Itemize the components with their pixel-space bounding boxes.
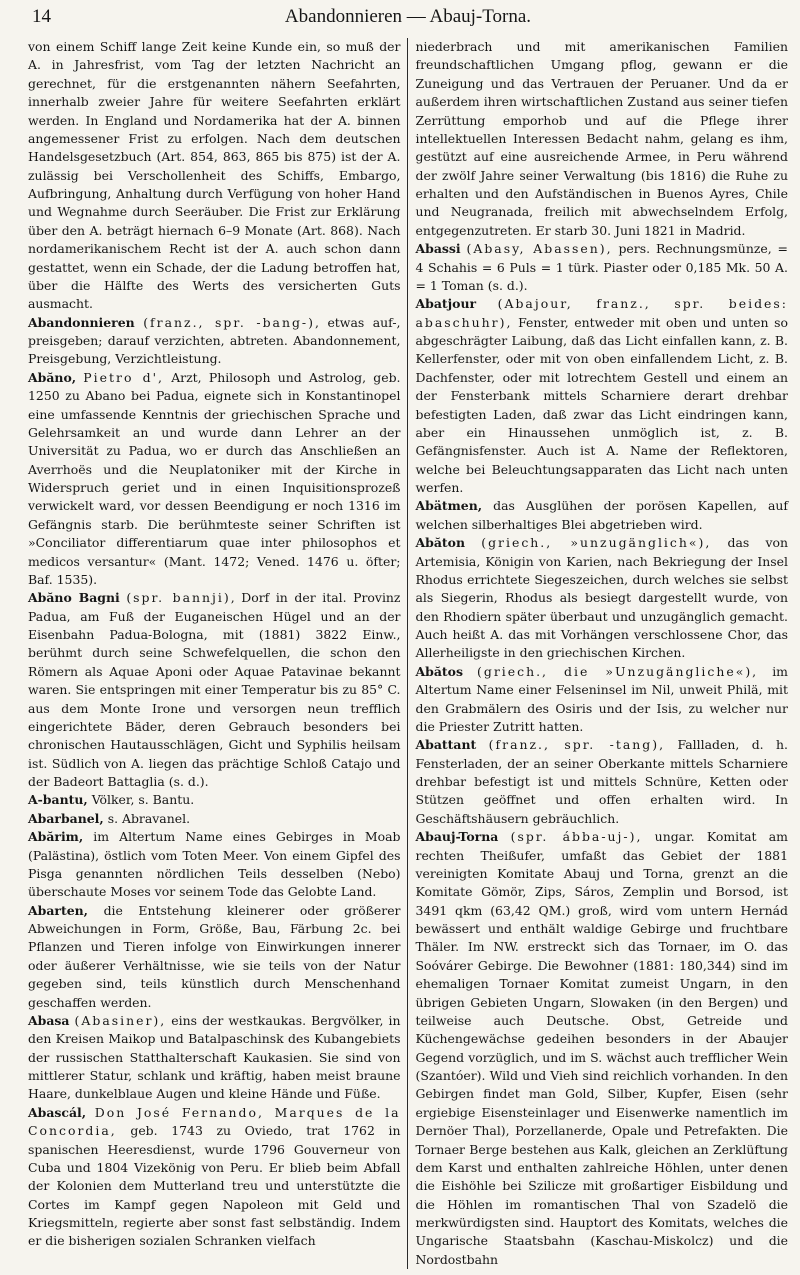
entry-definition: s. Abravanel. (103, 810, 191, 826)
entry-definition: das Ausglühen der porösen Kapellen, auf welchen silberhaltiges Blei abgetrieben wird. (415, 498, 788, 532)
dictionary-entry (416, 736, 789, 828)
entry-headword: Abăton (415, 535, 465, 551)
page-header (28, 0, 788, 34)
entry-pronunciation: (Abasy, Abassen), (466, 241, 613, 257)
entry-headword: Abascál, (28, 1104, 87, 1120)
dictionary-entry (28, 1012, 401, 1104)
dictionary-entry (416, 240, 789, 295)
entry-definition: eins der westkaukas. Bergvölker, in den Kreisen Maikop und Batalpaschinsk des Kubangebiets der russischen Statthalterschaft Kaukasien. Sie sind von mittlerer Statur, schlank und kräftig, haben meist braune Haare, dunkelblaue Augen und kleine Hände und Füße. (28, 1012, 401, 1102)
paragraph-text: von einem Schiff lange Zeit keine Kunde ein, so muß der A. in Jahresfrist, vom Tag der letzten Nachricht an gerechnet, für die erstgenannten nähern Seefahrten, innerhalb zweier Jahre für weitere Seefahrten erklärt werden. In England und Nordamerika hat der A. binnen angemessener Frist zu erfolgen. Nach dem deutschen Handelsgesetzbuch (Art. 854, 863, 865 bis 875) ist der A. zulässig bei Verschollenheit des Schiffs, Embargo, Aufbringung, Anhaltung durch Verfügung von hoher Hand und Wegnahme durch Seeräuber. Die Frist zur Erklärung über den A. beträgt hiernach 6–9 Monate (Art. 868). Nach nordamerikanischem Recht ist der A. auch schon dann gestattet, wenn ein Schade, der die Ladung betroffen hat, über die Hälfte des Werts des versicherten Guts ausmacht. (28, 39, 401, 312)
entry-pronunciation: (spr. ábba-uj-), (510, 829, 643, 845)
entry-definition: im Altertum Name eines Gebirges in Moab (Palästina), östlich vom Toten Meer. Von einem Gipfel des Pisga genannten nördlichen Teils desselben (Nebo) überschaute Moses vor seinem Tode das Gelobte Land. (28, 829, 401, 900)
entry-definition: geb. 1743 zu Oviedo, trat 1762 in spanischen Heeresdienst, wurde 1796 Gouverneur von Cuba und 1804 Vizekönig von Peru. Er blieb beim Abfall der Kolonien dem Mutterland treu und unterstützte die Cortes im Kampf gegen Napoleon mit Geld und Kriegsmitteln, regierte aber sonst fast selbständig. Indem er die bisherigen sozialen Schranken vielfach (28, 1123, 401, 1249)
entry-headword: Abauj-Torna (415, 829, 499, 845)
entry-definition: , Dorf in der ital. Provinz Padua, am Fuß der Euganeischen Hügel und an der Eisenbahn Padua-Bologna, mit (1881) 3822 Einw., berühmt durch seine Schwefelquellen, die schon den Römern als Aquae Aponi oder Aquae Patavinae bekannt waren. Sie entspringen mit einer Temperatur bis zu 85° C. aus dem Monte Irone und versorgen neun trefflich eingerichtete Bäder, deren Gebrauch besonders bei chronischen Hautausschlägen, Gicht und Syphilis heilsam ist. Südlich von A. liegen das prächtige Schloß Catajo und der Badeort Battaglia (s. d.). (28, 590, 401, 789)
entry-pronunciation: (griech., die »Unzugängliche«), (477, 663, 759, 679)
paragraph-text: niederbrach und mit amerikanischen Familien freundschaftlichen Umgang pflog, gewann er die Zuneigung und das Vertrauen der Peruaner. Und da er außerdem ihren wirtschaftlichen Zustand aus seiner tiefen Zerrüttung emporhob und auf die Pflege ihrer intellektuellen Interessen Bedacht nahm, gelang es ihm, gestützt auf eine ausreichende Armee, in Peru während der zwölf Jahre seiner Verwaltung (bis 1816) die Ruhe zu erhalten und den Aufständischen in Buenos Ayres, Chile und Neugranada, freilich mit abwechselndem Erfolg, entgegenzutreten. Er starb 30. Juni 1821 in Madrid. (415, 39, 788, 238)
entry-pronunciation: Don José Fernando, Marques de la Concordia, (28, 1104, 401, 1139)
entry-pronunciation: (Abajour, franz., spr. beides: abaschuhr), (415, 296, 788, 330)
entry-pronunciation: (griech., »unzugänglich«), (481, 535, 712, 551)
text-columns (28, 38, 788, 1269)
entry-pronunciation: (franz., spr. -bang-) (143, 314, 315, 330)
entry-definition: die Entstehung kleinerer oder größerer Abweichungen in Form, Größe, Bau, Färbung 2c. bei Pflanzen und Tieren infolge von Einwirkungen innerer oder äußerer Verhältnisse, wie sie teils von der Natur gegeben sind, teils künstlich durch Menschenhand geschaffen werden. (28, 902, 401, 1010)
dictionary-entry (28, 791, 401, 809)
entry-definition: pers. Rechnungsmünze, = 4 Schahis = 6 Puls = 1 türk. Piaster oder 0,185 Mk. 50 A. = 1 Toman (s. d.). (415, 241, 788, 293)
entry-definition: Fallladen, d. h. Fensterladen, der an seiner Oberkante mittels Scharniere drehbar befestigt ist und mittels Schnüre, Ketten oder Stützen geöffnet und offen erhalten wird. In Geschäftshäusern gebräuchlich. (415, 737, 788, 826)
dictionary-entry (28, 589, 401, 791)
running-title: Abandonnieren — Abauj-Torna. (284, 6, 532, 27)
entry-headword: Abattant (415, 737, 477, 753)
dictionary-entry (28, 828, 401, 902)
entry-headword: Abasa (28, 1012, 70, 1028)
entry-pronunciation: (franz., spr. -tang), (488, 737, 666, 753)
entry-definition: ungar. Komitat am rechten Theißufer, umfaßt das Gebiet der 1881 vereinigten Komitate Abauj und Torna, grenzt an die Komitate Gömör, Zips, Sáros, Zemplin und Borsod, ist 3491 qkm (63,42 QM.) groß, wird vom untern Hernád bewässert und enthält waldige Gebirge und fruchtbare Thäler. Im NW. erstreckt sich das Tornaer, im O. das Soóvárer Gebirge. Die Bewohner (1881: 180,344) sind im ehemaligen Tornaer Komitat zumeist Ungarn, in den übrigen Gebieten Ungarn, Slowaken (in den Bergen) und teilweise auch Deutsche. Obst, Getreide und Küchengewächse gedeihen besonders in der Abaujer Gegend vorzüglich, und im S. wächst auch trefflicher Wein (Szantóer). Wild und Vieh sind reichlich vorhanden. In den Gebirgen findet man Gold, Silber, Kupfer, Eisen (sehr ergiebige Eisensteinlager und Eisenwerke namentlich im Dernöer Thal), Porzellanerde, Opale und Petrefakten. Die Tornaer Berge bestehen aus Kalk, gleichen an Zerklüftung dem Karst und enthalten zahlreiche Höhlen, unter denen die Eishöhle bei Szilicze mit großartiger Eisbildung und die Höhlen im romantischen Thal von Szadelö die merkwürdigsten sind. Hauptort des Komitats, welches die Ungarische Staatsbahn (Kaschau-Miskolcz) und die Nordostbahn (415, 829, 788, 1267)
entry-headword: Abandonnieren (28, 314, 135, 330)
right-column (408, 38, 789, 1269)
entry-definition: Arzt, Philosoph und Astrolog, geb. 1250 zu Abano bei Padua, eignete sich in Konstantinopel eine umfassende Kenntnis der griechischen Sprache und Gelehrsamkeit an und wurde dann Lehrer an der Universität zu Padua, wo er durch das Anschließen an Averrhoës und die Neuplatoniker mit der Kirche in Widerspruch geriet und in einen Inquisitionsprozeß verwickelt ward, vor dessen Beendigung er noch 1316 im Gefängnis starb. Die berühmteste seiner Schriften ist »Conciliator differentiarum quae inter philosophos et medicos versantur« (Mant. 1472; Vened. 1476 u. öfter; Baf. 1535). (28, 369, 401, 587)
dictionary-entry (416, 663, 789, 737)
entry-headword: Abătos (415, 663, 463, 679)
entry-definition: , etwas auf-, preisgeben; darauf verzichten, abtreten. Abandonnement, Preisgebung, Verzichtleistung. (28, 314, 401, 367)
entry-headword: Abarten, (28, 902, 88, 918)
entry-headword: Abatjour (415, 296, 477, 312)
dictionary-entry (416, 828, 789, 1269)
entry-headword: Abarbanel, (28, 810, 104, 826)
continued-paragraph (416, 38, 789, 240)
dictionary-entry (28, 369, 401, 590)
entry-definition: das von Artemisia, Königin von Karien, nach Bekriegung der Insel Rhodus errichtete Siegeszeichen, durch welches sie selbst als Siegerin, Rhodus als besiegt dargestellt wurde, von den Rhodiern später überbaut und unzugänglich gemacht. Auch heißt A. das mit Vorhängen verschlossene Chor, das Allerheiligste in den griechischen Kirchen. (415, 535, 788, 661)
dictionary-entry (416, 295, 789, 497)
entry-definition: Völker, s. Bantu. (87, 792, 195, 808)
dictionary-entry (416, 497, 789, 534)
dictionary-entry (416, 534, 789, 663)
entry-pronunciation: (spr. bannji) (126, 590, 231, 606)
dictionary-entry (28, 810, 401, 828)
dictionary-entry (28, 314, 401, 369)
entry-headword: Abăno Bagni (28, 590, 120, 606)
entry-definition: Fenster, entweder mit oben und unten so abgeschrägter Laibung, daß das Licht einfallen kann, z. B. Kellerfenster, oder mit von oben einfallendem Licht, z. B. Dachfenster, oder mit lotrechtem Gestell und einem an der Fensterbank mittels Scharniere derart drehbar befestigten Laden, daß zwar das Licht eindringen kann, aber ein Hinaussehen unmöglich ist, z. B. Gefängnisfenster. Auch ist A. Name der Reflektoren, welche bei Beleuchtungsapparaten das Licht nach unten werfen. (415, 314, 788, 495)
entry-pronunciation: Pietro d', (83, 369, 164, 385)
entry-pronunciation: (Abasiner), (74, 1012, 167, 1028)
left-column (28, 38, 407, 1269)
entry-headword: Abărim, (28, 829, 84, 845)
continued-paragraph (28, 38, 401, 314)
entry-definition: im Altertum Name einer Felseninsel im Nil, unweit Philä, mit den Grabmälern des Osiris und der Isis, zu welcher nur die Priester Zutritt hatten. (415, 663, 788, 734)
dictionary-entry (28, 902, 401, 1012)
entry-headword: Abăno, (28, 369, 77, 385)
page-number: 14 (32, 6, 51, 27)
entry-headword: Abassi (415, 241, 461, 257)
dictionary-entry (28, 1104, 401, 1251)
entry-headword: A-bantu, (28, 792, 88, 808)
entry-headword: Abätmen, (415, 498, 483, 514)
